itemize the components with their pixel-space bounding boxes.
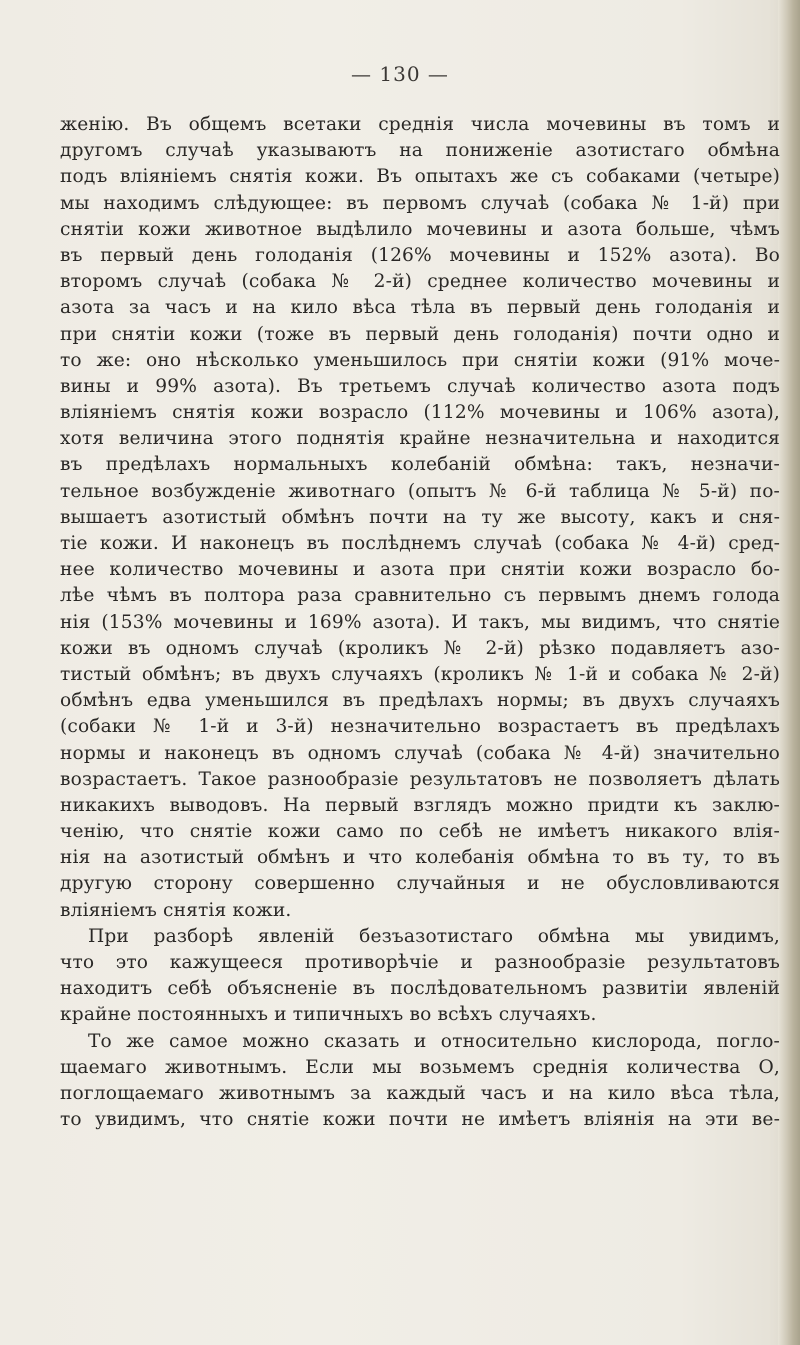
text-line: мы находимъ слѣдующее: въ первомъ случаѣ (собака № 1-й) при	[60, 192, 780, 214]
text-line: женію. Въ общемъ всетаки среднія числа мочевины въ томъ и	[60, 114, 780, 135]
text-line: то же: оно нѣсколько уменьшилось при снятіи кожи (91% моче-	[60, 349, 780, 371]
text-line: возрастаетъ. Такое разнообразіе результатовъ не позволяетъ дѣлать	[60, 768, 780, 790]
text-line: азота за часъ и на кило вѣса тѣла въ первый день голоданія и	[60, 297, 780, 319]
text-line: нормы и наконецъ въ одномъ случаѣ (собака № 4-й) значительно	[60, 742, 780, 764]
body-text	[60, 112, 780, 1133]
text-line: лѣе чѣмъ въ полтора раза сравнительно съ первымъ днемъ голода	[60, 585, 780, 607]
text-line: вышаетъ азотистый обмѣнъ почти на ту же высоту, какъ и сня-	[60, 506, 780, 528]
paragraph-start-line: То же самое можно сказать и относительно кислорода, погло-	[88, 1030, 780, 1052]
text-line: вины и 99% азота). Въ третьемъ случаѣ количество азота подъ	[60, 375, 780, 397]
text-line: щаемаго животнымъ. Если мы возьмемъ среднія количества О,	[60, 1056, 780, 1078]
paragraph-end-line: крайне постоянныхъ и типичныхъ во всѣхъ случаяхъ.	[60, 1004, 597, 1026]
text-line: хотя величина этого поднятія крайне незначительна и находится	[60, 428, 780, 450]
text-line: нія (153% мочевины и 169% азота). И такъ, мы видимъ, что снятіе	[60, 611, 780, 633]
text-line: обмѣнъ едва уменьшился въ предѣлахъ нормы; въ двухъ случаяхъ	[60, 690, 780, 712]
text-line: находитъ себѣ объясненіе въ послѣдовательномъ развитіи явленій	[60, 978, 780, 1000]
text-line: то увидимъ, что снятіе кожи почти не имѣетъ вліянія на эти ве-	[60, 1109, 780, 1131]
text-line: вліяніемъ снятія кожи возрасло (112% мочевины и 106% азота),	[60, 402, 780, 424]
text-line: кожи въ одномъ случаѣ (кроликъ № 2-й) рѣзко подавляетъ азо-	[60, 637, 780, 659]
text-line: снятіи кожи животное выдѣлило мочевины и азота больше, чѣмъ	[60, 218, 780, 240]
text-line: при снятіи кожи (тоже въ первый день голоданія) почти одно и	[60, 323, 780, 345]
text-line: ченію, что снятіе кожи само по себѣ не имѣетъ никакого влія-	[60, 821, 780, 843]
text-line: въ предѣлахъ нормальныхъ колебаній обмѣна: такъ, незначи-	[60, 454, 780, 476]
text-line: никакихъ выводовъ. На первый взглядъ можно придти къ заклю-	[60, 794, 780, 816]
text-line: въ первый день голоданія (126% мочевины и 152% азота). Во	[60, 244, 780, 266]
text-line: другую сторону совершенно случайныя и не обусловливаются	[60, 873, 780, 895]
text-line: тистый обмѣнъ; въ двухъ случаяхъ (кроликъ № 1-й и собака № 2-й)	[60, 663, 780, 685]
text-line: (собаки № 1-й и 3-й) незначительно возрастаетъ въ предѣлахъ	[60, 716, 780, 738]
paragraph-end-line: вліяніемъ снятія кожи.	[60, 899, 292, 921]
text-line: что это кажущееся противорѣчіе и разнообразіе результатовъ	[60, 952, 780, 973]
paragraph-start-line: При разборѣ явленій безъазотистаго обмѣна мы увидимъ,	[88, 925, 780, 947]
text-line: нее количество мочевины и азота при снятіи кожи возрасло бо-	[60, 559, 780, 581]
text-line: подъ вліяніемъ снятія кожи. Въ опытахъ же съ собаками (четыре)	[60, 166, 780, 188]
page-binding-edge	[778, 0, 800, 1345]
text-line: другомъ случаѣ указываютъ на пониженіе азотистаго обмѣна	[60, 140, 780, 162]
text-line: тельное возбужденіе животнаго (опытъ № 6-й таблица № 5-й) по-	[60, 480, 780, 502]
text-line: тіе кожи. И наконецъ въ послѣднемъ случаѣ (собака № 4-й) сред-	[60, 533, 780, 554]
text-line: второмъ случаѣ (собака № 2-й) среднее количество мочевины и	[60, 271, 780, 293]
text-line: нія на азотистый обмѣнъ и что колебанія обмѣна то въ ту, то въ	[60, 847, 780, 869]
text-line: поглощаемаго животнымъ за каждый часъ и на кило вѣса тѣла,	[60, 1082, 780, 1104]
page-number: — 130 —	[351, 62, 449, 86]
